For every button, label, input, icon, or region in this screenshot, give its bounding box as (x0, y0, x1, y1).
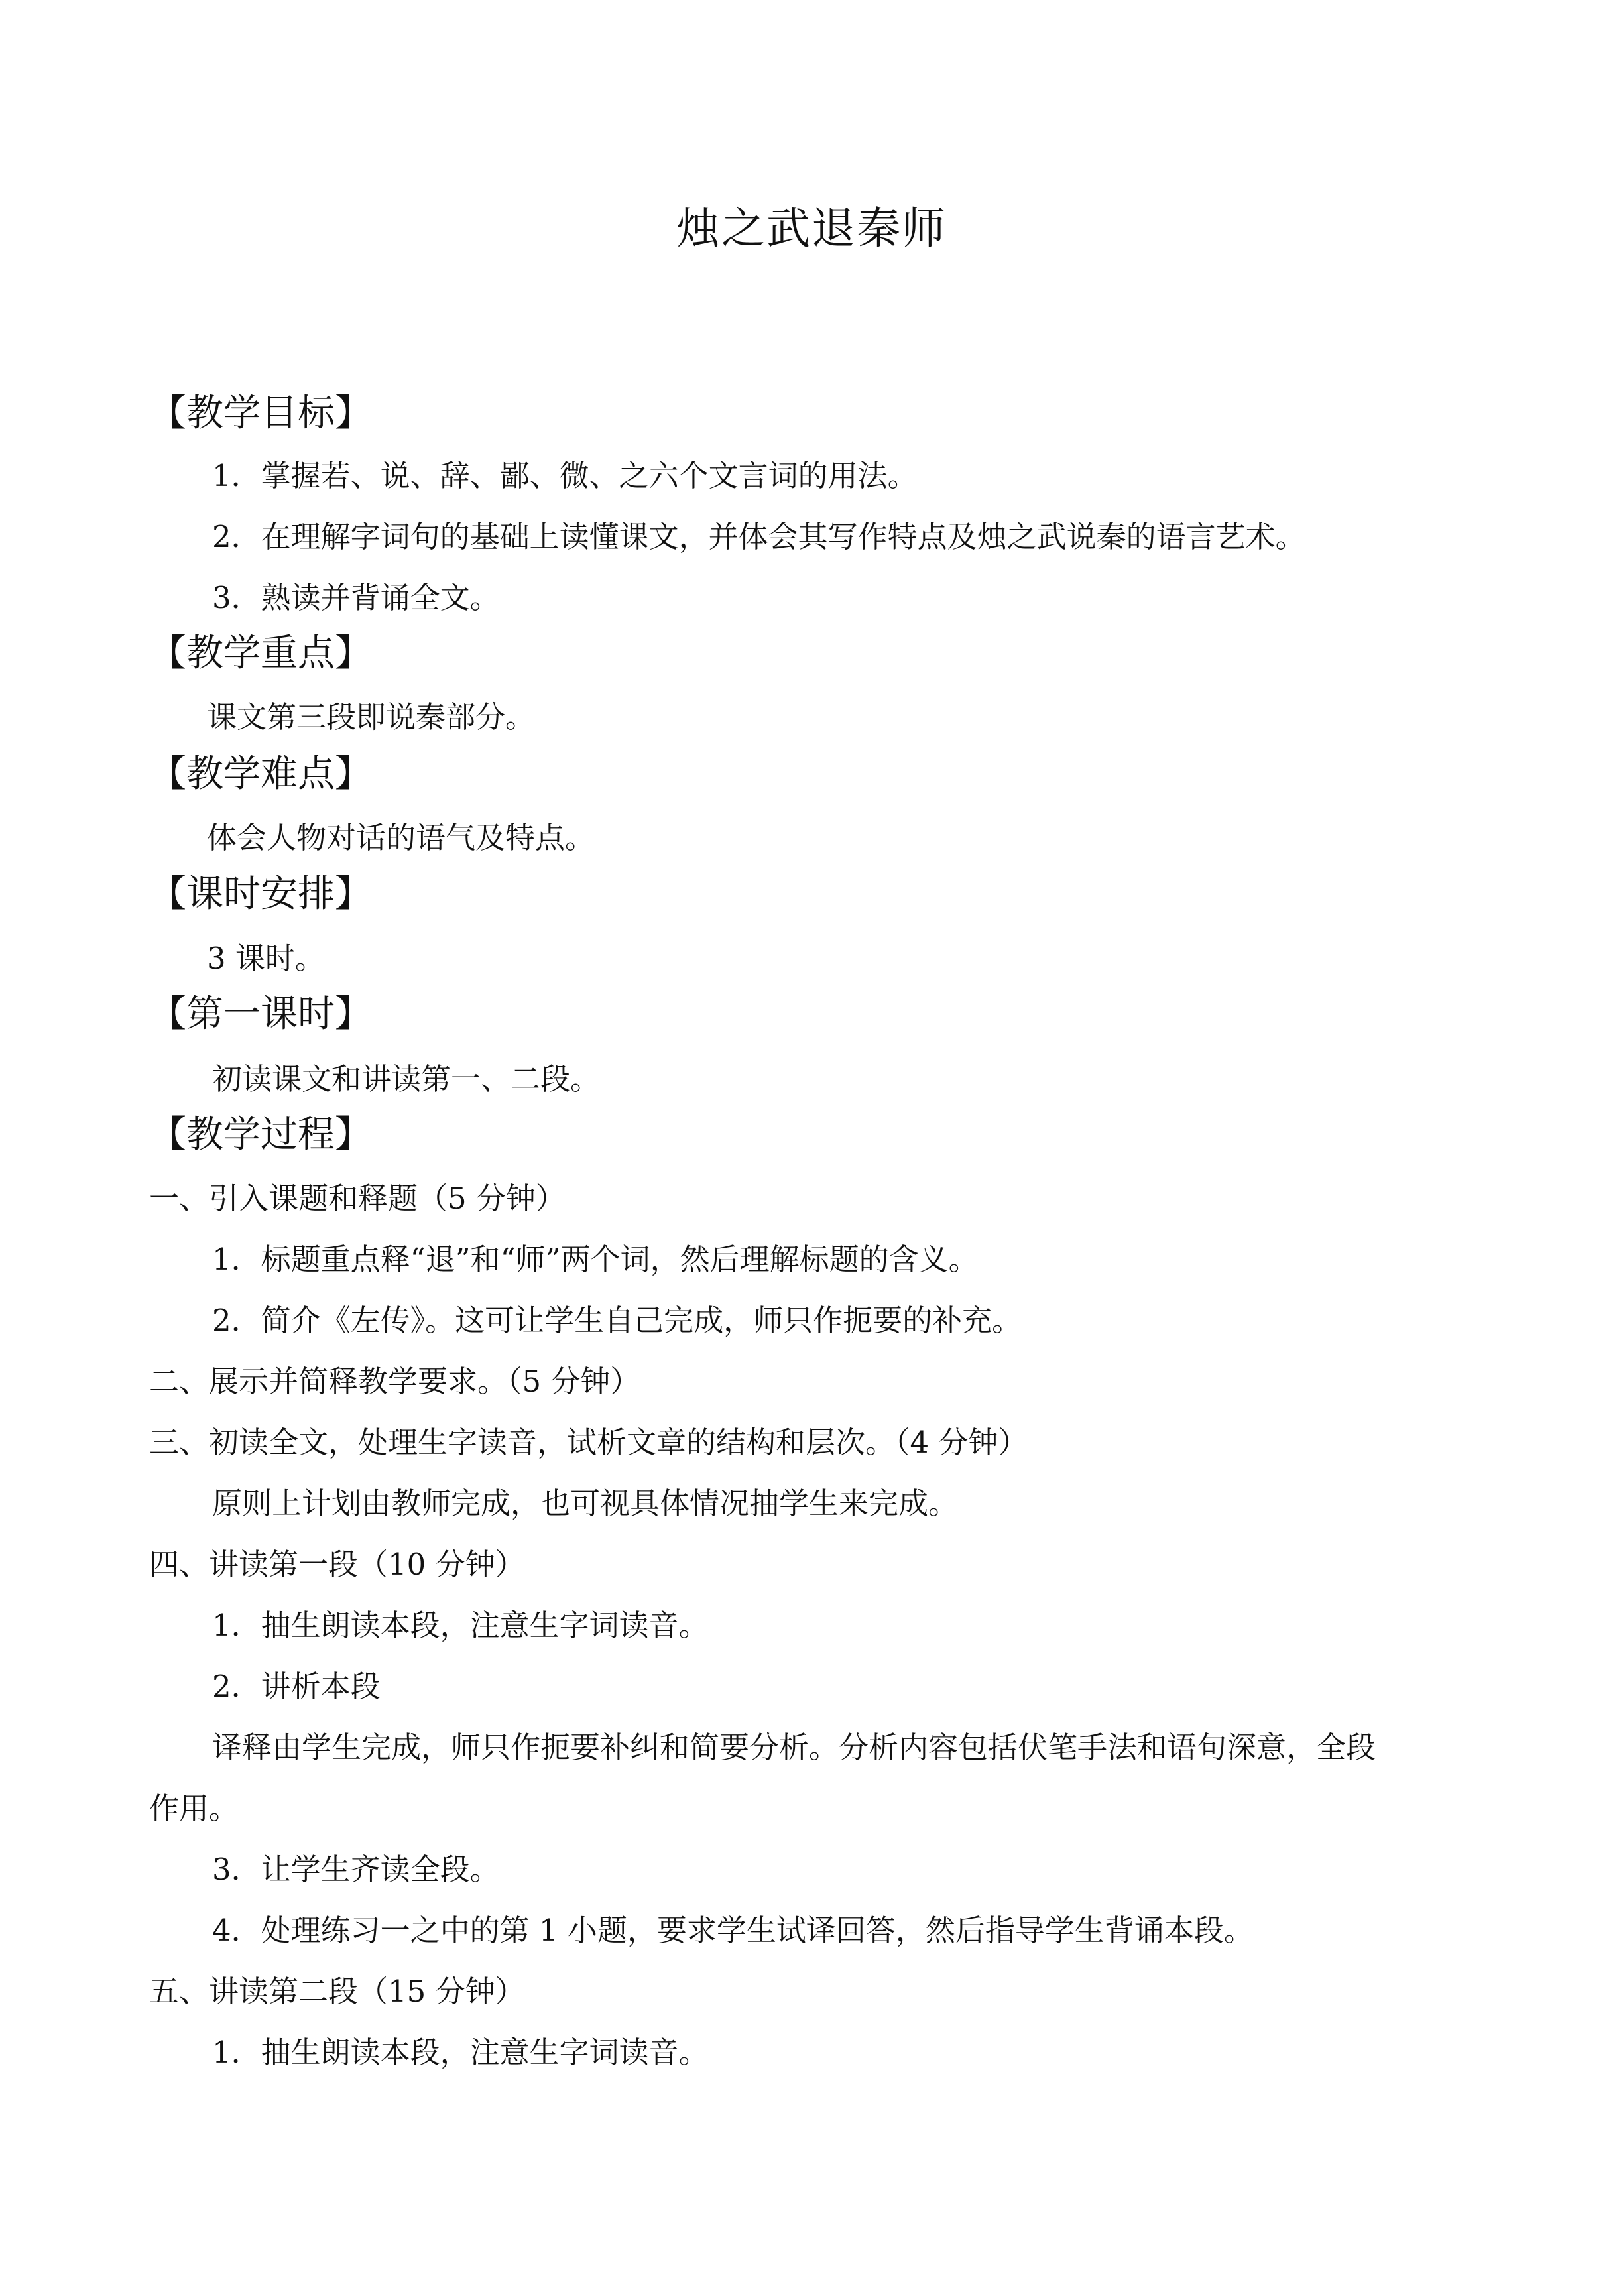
process-section-1: 一、引入课题和释题（5 分钟） (149, 1181, 566, 1216)
heading-difficulties: 【教学难点】 (149, 753, 372, 796)
process-item-4-2-text: 译释由学生完成，师只作扼要补纠和简要分析。分析内容包括伏笔手法和语句深意，全段 (212, 1730, 1376, 1765)
objective-2: 2．在理解字词句的基础上读懂课文，并体会其写作特点及烛之武说秦的语言艺术。 (212, 519, 1305, 554)
process-item-4-1: 1．抽生朗读本段，注意生字词读音。 (212, 1608, 709, 1643)
document-title: 烛之武退秦师 (676, 203, 947, 254)
process-item-1-1: 1．标题重点释“退”和“师”两个词，然后理解标题的含义。 (212, 1242, 979, 1277)
process-section-4: 四、讲读第一段（10 分钟） (149, 1547, 525, 1582)
heading-process: 【教学过程】 (149, 1113, 372, 1156)
process-item-1-2: 2．简介《左传》。这可让学生自己完成，师只作扼要的补充。 (212, 1303, 1022, 1338)
process-section-5: 五、讲读第二段（15 分钟） (149, 1974, 525, 2009)
objective-3: 3．熟读并背诵全文。 (212, 580, 500, 615)
process-section-3-text: 原则上计划由教师完成，也可视具体情况抽学生来完成。 (212, 1486, 959, 1521)
difficulties-text: 体会人物对话的语气及特点。 (207, 820, 595, 855)
heading-keypoints: 【教学重点】 (149, 632, 372, 675)
process-item-4-2-text-cont: 作用。 (149, 1791, 239, 1826)
lesson1-text: 初读课文和讲读第一、二段。 (212, 1061, 601, 1097)
heading-lesson1: 【第一课时】 (149, 993, 372, 1036)
keypoints-text: 课文第三段即说秦部分。 (207, 699, 536, 735)
schedule-text: 3 课时。 (207, 941, 325, 976)
process-item-5-1: 1．抽生朗读本段，注意生字词读音。 (212, 2035, 709, 2070)
process-section-2: 二、展示并简释教学要求。（5 分钟） (149, 1364, 640, 1399)
process-section-3: 三、初读全文，处理生字读音，试析文章的结构和层次。（4 分钟） (149, 1425, 1028, 1460)
process-item-4-2: 2．讲析本段 (212, 1669, 381, 1704)
heading-objectives: 【教学目标】 (149, 392, 372, 435)
heading-schedule: 【课时安排】 (149, 873, 372, 916)
objective-1: 1．掌握若、说、辞、鄙、微、之六个文言词的用法。 (212, 458, 918, 493)
process-item-4-3: 3．让学生齐读全段。 (212, 1852, 500, 1887)
process-item-4-4: 4．处理练习一之中的第 1 小题，要求学生试译回答，然后指导学生背诵本段。 (212, 1913, 1254, 1948)
